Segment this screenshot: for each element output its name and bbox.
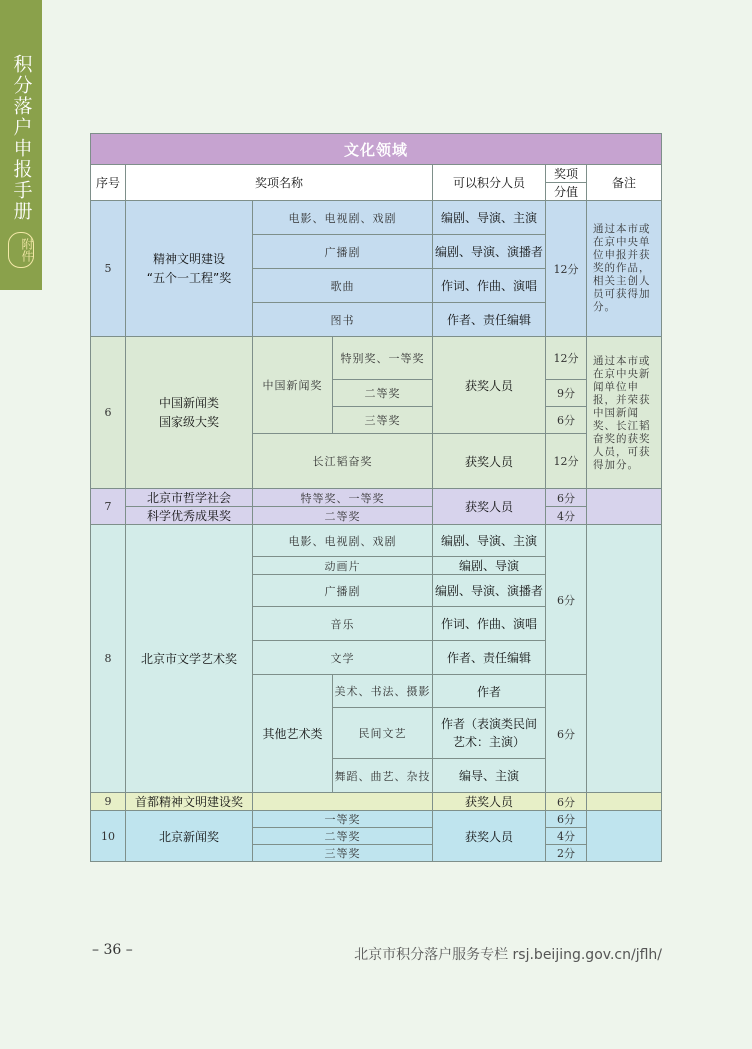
award-item: 动画片 xyxy=(253,557,433,575)
eligible-cell: 获奖人员 xyxy=(433,793,546,811)
score-cell: 12分 xyxy=(546,337,587,380)
page-number: – 36 – xyxy=(92,942,133,958)
award-level: 二等奖 xyxy=(333,380,433,407)
award-level: 三等奖 xyxy=(253,845,433,862)
award-name: 科学优秀成果奖 xyxy=(126,507,253,525)
eligible-cell: 获奖人员 xyxy=(433,811,546,862)
eligible-cell: 获奖人员 xyxy=(433,337,546,434)
score-cell: 6分 xyxy=(546,525,587,675)
note-cell-empty xyxy=(587,793,662,811)
header-score-top: 奖项 xyxy=(546,165,587,183)
score-cell: 6分 xyxy=(546,811,587,828)
score-cell: 9分 xyxy=(546,380,587,407)
eligible-cell: 作词、作曲、演唱 xyxy=(433,269,546,303)
award-level: 特别奖、一等奖 xyxy=(333,337,433,380)
award-item: 广播剧 xyxy=(253,235,433,269)
culture-awards-table xyxy=(90,133,662,862)
row-index: 5 xyxy=(91,201,126,337)
score-cell: 6分 xyxy=(546,489,587,507)
award-item: 文学 xyxy=(253,641,433,675)
award-item: 民间文艺 xyxy=(333,708,433,759)
note-cell-empty xyxy=(587,811,662,862)
award-sub-category: 中国新闻奖 xyxy=(253,337,333,434)
award-item: 电影、电视剧、戏剧 xyxy=(253,525,433,557)
award-level: 二等奖 xyxy=(253,507,433,525)
award-name: 北京市哲学社会 xyxy=(126,489,253,507)
row-index: 6 xyxy=(91,337,126,489)
award-level: 二等奖 xyxy=(253,828,433,845)
award-name: 北京新闻奖 xyxy=(126,811,253,862)
table-title: 文化领域 xyxy=(91,134,662,165)
award-name: 精神文明建设 “五个一工程”奖 xyxy=(126,201,253,337)
header-name: 奖项名称 xyxy=(126,165,433,201)
header-eligible: 可以积分人员 xyxy=(433,165,546,201)
note-cell: 通过本市或在京中央单位申报并获奖的作品，相关主创人员可获得加分。 xyxy=(587,201,662,337)
award-sub-category: 其他艺术类 xyxy=(253,675,333,793)
note-cell: 通过本市或在京中央新闻单位申报，并荣获中国新闻奖、长江韬奋奖的获奖人员，可获得加分。 xyxy=(587,337,662,489)
score-cell: 12分 xyxy=(546,201,587,337)
note-cell-empty xyxy=(587,525,662,793)
score-cell: 6分 xyxy=(546,675,587,793)
score-cell: 4分 xyxy=(546,828,587,845)
award-level: 特等奖、一等奖 xyxy=(253,489,433,507)
score-cell: 2分 xyxy=(546,845,587,862)
row-index: 8 xyxy=(91,525,126,793)
eligible-cell: 作者（表演类民间 艺术：主演） xyxy=(433,708,546,759)
award-item: 舞蹈、曲艺、杂技 xyxy=(333,759,433,793)
score-cell: 12分 xyxy=(546,434,587,489)
score-cell: 4分 xyxy=(546,507,587,525)
appendix-badge: 附件 xyxy=(8,232,34,268)
award-item: 歌曲 xyxy=(253,269,433,303)
eligible-cell: 获奖人员 xyxy=(433,489,546,525)
header-score-bottom: 分值 xyxy=(546,183,587,201)
eligible-cell: 编剧、导演、演播者 xyxy=(433,575,546,607)
eligible-cell: 编剧、导演、主演 xyxy=(433,201,546,235)
award-level: 一等奖 xyxy=(253,811,433,828)
score-cell: 6分 xyxy=(546,407,587,434)
row-index: 7 xyxy=(91,489,126,525)
eligible-cell: 作词、作曲、演唱 xyxy=(433,607,546,641)
award-item: 音乐 xyxy=(253,607,433,641)
footer-site-link[interactable]: 北京市积分落户服务专栏 rsj.beijing.gov.cn/jflh/ xyxy=(354,947,662,963)
award-item: 电影、电视剧、戏剧 xyxy=(253,201,433,235)
award-name: 北京市文学艺术奖 xyxy=(126,525,253,793)
eligible-cell: 获奖人员 xyxy=(433,434,546,489)
award-item-empty xyxy=(253,793,433,811)
row-index: 10 xyxy=(91,811,126,862)
sidebar-title: 积分落户申报手册 xyxy=(10,54,33,222)
award-level: 三等奖 xyxy=(333,407,433,434)
sidebar-tab xyxy=(0,0,42,290)
note-cell-empty xyxy=(587,489,662,525)
award-name: 首都精神文明建设奖 xyxy=(126,793,253,811)
eligible-cell: 编剧、导演、主演 xyxy=(433,525,546,557)
eligible-cell: 编剧、导演、演播者 xyxy=(433,235,546,269)
award-item: 广播剧 xyxy=(253,575,433,607)
header-index: 序号 xyxy=(91,165,126,201)
award-item: 图书 xyxy=(253,303,433,337)
eligible-cell: 编剧、导演 xyxy=(433,557,546,575)
row-index: 9 xyxy=(91,793,126,811)
eligible-cell: 作者 xyxy=(433,675,546,708)
eligible-cell: 编导、主演 xyxy=(433,759,546,793)
award-name: 中国新闻类 国家级大奖 xyxy=(126,337,253,489)
score-cell: 6分 xyxy=(546,793,587,811)
header-notes: 备注 xyxy=(587,165,662,201)
eligible-cell: 作者、责任编辑 xyxy=(433,303,546,337)
eligible-cell: 作者、责任编辑 xyxy=(433,641,546,675)
award-item: 美术、书法、摄影 xyxy=(333,675,433,708)
award-item: 长江韬奋奖 xyxy=(253,434,433,489)
